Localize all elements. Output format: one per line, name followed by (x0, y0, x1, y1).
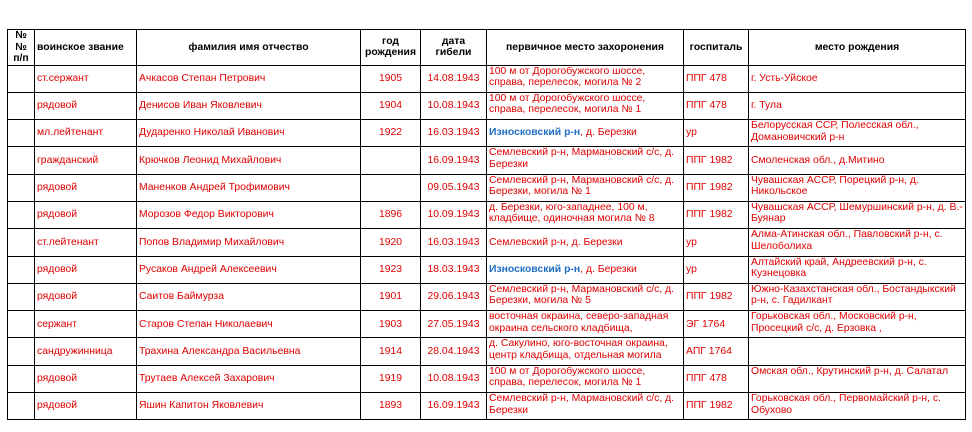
cell-death-date: 10.09.1943 (421, 201, 487, 228)
cell-burial: восточная окраина, северо-западная окраина сельского кладбища, (487, 311, 684, 338)
cell-num (8, 65, 35, 92)
cell-burial: Семлевский р-н, Мармановский с/с, д. Березки (487, 393, 684, 420)
cell-birth-year: 1893 (361, 393, 421, 420)
table-row (8, 201, 966, 228)
cell-rank: рядовой (35, 283, 137, 310)
cell-burial: 100 м от Дорогобужского шоссе, справа, перелесок, могила № 1 (487, 365, 684, 392)
header-death-date: дата гибели (421, 30, 487, 66)
cell-hospital: ППГ 478 (684, 365, 749, 392)
cell-burial: д. Сакулино, юго-восточная окраина, центр кладбища, отдельная могила (487, 338, 684, 365)
cell-birth-year: 1922 (361, 120, 421, 147)
cell-name: Морозов Федор Викторович (137, 201, 361, 228)
cell-birth-year: 1903 (361, 311, 421, 338)
cell-burial: 100 м от Дорогобужского шоссе, справа, перелесок, могила № 2 (487, 65, 684, 92)
table-row (8, 92, 966, 119)
cell-num (8, 283, 35, 310)
table-row (8, 229, 966, 256)
cell-birth-year (361, 174, 421, 201)
cell-death-date: 09.05.1943 (421, 174, 487, 201)
cell-hospital: ППГ 1982 (684, 283, 749, 310)
cell-rank: рядовой (35, 201, 137, 228)
header-name: фамилия имя отчество (137, 30, 361, 66)
cell-name: Ачкасов Степан Петрович (137, 65, 361, 92)
cell-death-date: 16.09.1943 (421, 147, 487, 174)
cell-birthplace: Горьковская обл., Первомайский р-н, с. Обухово (749, 393, 966, 420)
cell-burial (487, 256, 684, 283)
cell-name: Денисов Иван Яковлевич (137, 92, 361, 119)
cell-birth-year (361, 147, 421, 174)
cell-hospital: АПГ 1764 (684, 338, 749, 365)
cell-death-date: 16.03.1943 (421, 229, 487, 256)
cell-name: Маненков Андрей Трофимович (137, 174, 361, 201)
table-row (8, 311, 966, 338)
cell-rank: рядовой (35, 174, 137, 201)
cell-birthplace: Алтайский край, Андреевский р-н, с. Кузнецовка (749, 256, 966, 283)
cell-birthplace: Горьковская обл., Московский р-н, Просецкий с/с, д. Ерзовка , (749, 311, 966, 338)
cell-birth-year: 1919 (361, 365, 421, 392)
cell-birth-year: 1896 (361, 201, 421, 228)
cell-num (8, 174, 35, 201)
cell-name: Трахина Александра Васильевна (137, 338, 361, 365)
cell-hospital: ур (684, 120, 749, 147)
cell-rank: сержант (35, 311, 137, 338)
cell-burial: Семлевский р-н, д. Березки (487, 229, 684, 256)
cell-num (8, 338, 35, 365)
cell-birthplace: Чувашская АССР, Шемуршинский р-н, д. В.-Буянар (749, 201, 966, 228)
table-row (8, 120, 966, 147)
cell-birthplace: Белорусская ССР, Полесская обл., Домановичский р-н (749, 120, 966, 147)
table-body (8, 65, 966, 420)
burial-table-container (7, 29, 966, 420)
cell-num (8, 92, 35, 119)
cell-rank: рядовой (35, 393, 137, 420)
cell-rank: гражданский (35, 147, 137, 174)
cell-burial: Семлевский р-н, Мармановский с/с, д. Березки (487, 147, 684, 174)
cell-birth-year: 1905 (361, 65, 421, 92)
cell-death-date: 10.08.1943 (421, 365, 487, 392)
header-hospital: госпиталь (684, 30, 749, 66)
table-row (8, 365, 966, 392)
cell-name: Саитов Баймурза (137, 283, 361, 310)
cell-hospital: ППГ 478 (684, 65, 749, 92)
cell-hospital: ППГ 1982 (684, 393, 749, 420)
cell-num (8, 120, 35, 147)
cell-rank: сандружинница (35, 338, 137, 365)
cell-birth-year: 1923 (361, 256, 421, 283)
cell-num (8, 201, 35, 228)
table-row (8, 256, 966, 283)
cell-name: Попов Владимир Михайлович (137, 229, 361, 256)
cell-burial: д. Березки, юго-западнее, 100 м, кладбище, одиночная могила № 8 (487, 201, 684, 228)
cell-birth-year: 1914 (361, 338, 421, 365)
table-row (8, 393, 966, 420)
cell-birthplace: г. Усть-Уйское (749, 65, 966, 92)
burial-district-highlight: Износковский р-н (489, 127, 581, 139)
burial-rest: , д. Березки (580, 263, 637, 275)
cell-hospital: ППГ 1982 (684, 147, 749, 174)
cell-death-date: 28.04.1943 (421, 338, 487, 365)
cell-num (8, 147, 35, 174)
header-row (8, 30, 966, 66)
cell-num (8, 365, 35, 392)
cell-name: Крючков Леонид Михайлович (137, 147, 361, 174)
cell-death-date: 10.08.1943 (421, 92, 487, 119)
cell-rank: ст.лейтенант (35, 229, 137, 256)
cell-death-date: 27.05.1943 (421, 311, 487, 338)
table-row (8, 147, 966, 174)
cell-name: Старов Степан Николаевич (137, 311, 361, 338)
cell-num (8, 229, 35, 256)
table-row (8, 174, 966, 201)
cell-birthplace: г. Тула (749, 92, 966, 119)
cell-birth-year: 1904 (361, 92, 421, 119)
cell-rank: рядовой (35, 256, 137, 283)
cell-death-date: 14.08.1943 (421, 65, 487, 92)
table-row (8, 283, 966, 310)
cell-birthplace: Омская обл., Крутинский р-н, д. Салатал (749, 365, 966, 392)
burial-district-highlight: Износковский р-н (489, 263, 581, 275)
cell-rank: ст.сержант (35, 65, 137, 92)
cell-birthplace: Алма-Атинская обл., Павловский р-н, с. Шелоболиха (749, 229, 966, 256)
cell-death-date: 16.03.1943 (421, 120, 487, 147)
header-rank: воинское звание (35, 30, 137, 66)
cell-hospital: ППГ 478 (684, 92, 749, 119)
header-birth-year: год рождения (361, 30, 421, 66)
cell-hospital: ур (684, 229, 749, 256)
cell-birth-year: 1901 (361, 283, 421, 310)
burial-table (7, 29, 966, 420)
cell-death-date: 18.03.1943 (421, 256, 487, 283)
cell-hospital: ППГ 1982 (684, 174, 749, 201)
cell-burial: Семлевский р-н, Мармановский с/с, д. Березки, могила № 5 (487, 283, 684, 310)
cell-death-date: 16.09.1943 (421, 393, 487, 420)
cell-hospital: ППГ 1982 (684, 201, 749, 228)
header-birthplace: место рождения (749, 30, 966, 66)
cell-birth-year: 1920 (361, 229, 421, 256)
cell-rank: мл.лейтенант (35, 120, 137, 147)
cell-birthplace: Смоленская обл., д.Митино (749, 147, 966, 174)
cell-burial (487, 120, 684, 147)
cell-birthplace (749, 338, 966, 365)
cell-hospital: ЭГ 1764 (684, 311, 749, 338)
cell-name: Дударенко Николай Иванович (137, 120, 361, 147)
cell-num (8, 393, 35, 420)
cell-birthplace: Южно-Казахстанская обл., Бостандыкский р-н, с. Гадилкант (749, 283, 966, 310)
cell-num (8, 256, 35, 283)
cell-name: Русаков Андрей Алексеевич (137, 256, 361, 283)
cell-birthplace: Чувашская АССР, Порецкий р-н, д. Никольское (749, 174, 966, 201)
header-burial: первичное место захоронения (487, 30, 684, 66)
cell-burial: Семлевский р-н, Мармановский с/с, д. Березки, могила № 1 (487, 174, 684, 201)
header-num: №№ п/п (8, 30, 35, 66)
cell-num (8, 311, 35, 338)
table-row (8, 338, 966, 365)
cell-death-date: 29.06.1943 (421, 283, 487, 310)
cell-burial: 100 м от Дорогобужского шоссе, справа, перелесок, могила № 1 (487, 92, 684, 119)
burial-rest: , д. Березки (580, 127, 637, 139)
cell-name: Трутаев Алексей Захарович (137, 365, 361, 392)
cell-rank: рядовой (35, 365, 137, 392)
table-row (8, 65, 966, 92)
cell-hospital: ур (684, 256, 749, 283)
cell-name: Яшин Капитон Яковлевич (137, 393, 361, 420)
cell-rank: рядовой (35, 92, 137, 119)
